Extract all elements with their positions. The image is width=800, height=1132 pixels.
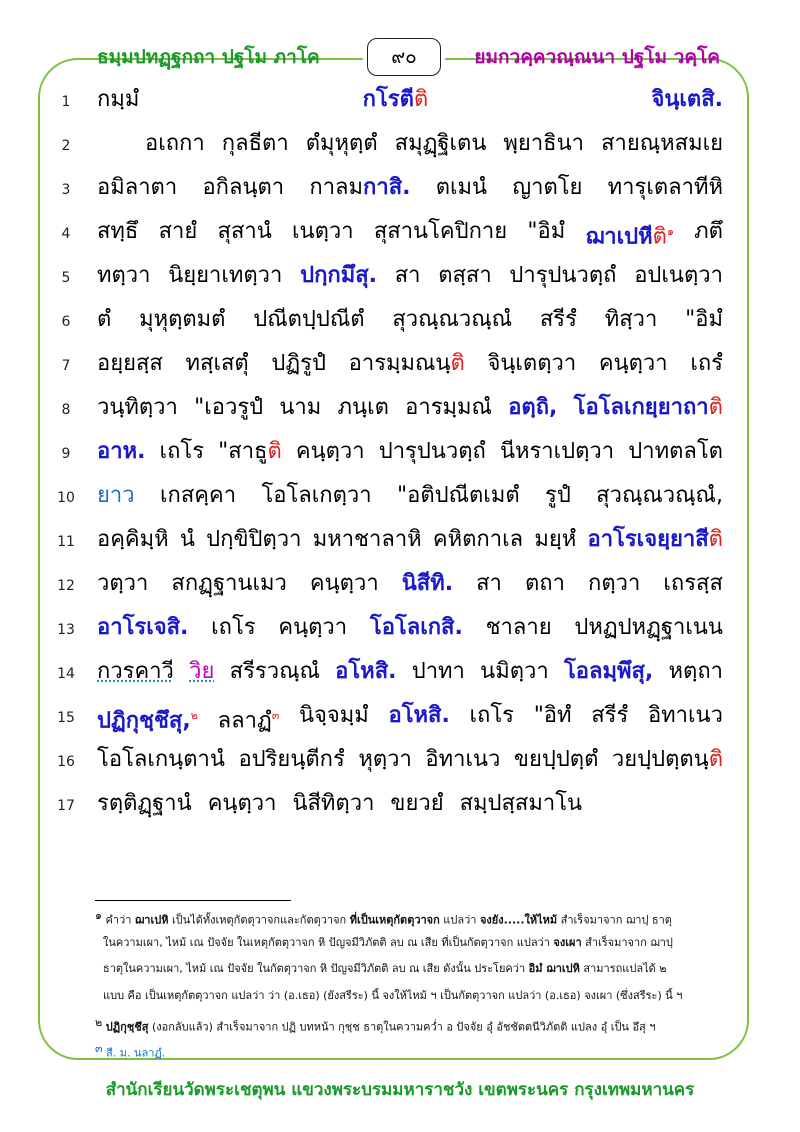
word: ตํ [97,307,112,332]
word: กวรคาวี [97,659,174,684]
line-text [97,476,723,516]
word: สรีรํ [539,307,577,332]
text-line [0,212,800,256]
text-line [0,256,800,300]
line-text [97,652,723,692]
word: นํ [179,527,195,552]
word: หตฺถา [668,659,723,684]
word: สรีรวณฺณํ [229,659,320,684]
line-text [97,212,723,257]
word: นิสีทิ. [401,571,454,596]
line-text [97,520,723,560]
text-line [0,432,800,476]
word: ยาว [97,483,135,508]
word: อโหสิ. [388,703,450,728]
word: ปาทตลโต [628,439,723,464]
word: อาห. [97,439,146,464]
text-line [0,388,800,432]
word: อิทาเนว [425,747,501,772]
word: วยปฺปตฺตนฺติ [611,747,723,772]
word: อมิลาตา [97,175,178,200]
word: ปาทา [411,659,465,684]
word: ตเมนํ [435,175,488,200]
word: สทฺธึ [97,219,139,244]
word: กโรตีติ [362,87,429,112]
line-text [97,80,723,120]
line-text [97,256,723,296]
footnote-line: ในความเผา, ไหม้ เณ ปัจจัย ในเหตุกัตตุวาจก หิ ปัญจมีวิภัตติ ลบ ณ เสีย ที่เป็นกัตตุวาจก แปลว่า จงเผา สำเร็จมาจาก ฌาปฺ [103,936,673,949]
word: "อิมํ [685,307,723,332]
word: รูปํ [545,483,571,508]
word: กตฺวา [588,571,641,596]
text-line [0,564,800,608]
word: ปกฺกมึสุ. [300,263,378,288]
text-line [0,476,800,520]
word: นีหราเปตฺวา [499,439,615,464]
word: นาม [279,395,322,420]
word: ภนฺเต [337,395,389,420]
word: อโหสิ. [335,659,397,684]
line-text [97,784,723,824]
word: สรีรํ [591,703,629,728]
line-text [97,168,723,208]
word: กมฺมํ [97,87,140,112]
word: "อิทํ [533,703,572,728]
line-number: 9 [61,446,71,462]
footnote-line: $^๑$ คำว่า ฌาเปหิ เป็นได้ทั้งเหตุกัตตุวาจกและกัตตุวาจก ที่เป็นเหตุกัตตุวาจก แปลว่า จงยัง.....ให้ไหม้ สำเร็จมาจาก ฌาปฺ ธาตุ [95,909,672,927]
word: ปารุปนวตฺถํ [509,263,617,288]
word: ภตึ [694,219,723,244]
word: คนฺตฺวา [207,791,277,816]
word: มหาชาลาหิ [312,527,422,552]
word: สา [476,571,502,596]
line-number: 4 [61,226,71,242]
word: โอโลเกสิ. [369,615,463,640]
word: สุวณฺณวณฺณํ [392,307,513,332]
word: ปหฏปหฏฺฐาเนน [574,615,723,640]
word: จินฺเตสิ. [651,87,723,112]
line-text [97,696,723,741]
line-number: 2 [61,138,71,154]
text-line [0,608,800,652]
line-number: 8 [61,402,71,418]
word: ทารุเตลาทีหิ [607,175,723,200]
word: อตฺถิ, [508,395,558,420]
line-text [145,124,723,164]
word: เถโร [469,703,514,728]
word: "อิมํ [527,219,566,244]
line-number: 17 [57,798,75,814]
word: ญาตโย [512,175,583,200]
word: คนฺตฺวา [295,439,365,464]
word: ทตฺวา [97,263,151,288]
word: สายณฺหสมเย [601,131,723,156]
text-line [0,80,800,124]
word: เถโร [159,439,205,464]
page-footer: สำนักเรียนวัดพระเชตุพน แขวงพระบรมมหาราชวัง เขตพระนคร กรุงเทพมหานคร [105,1080,695,1100]
line-number: 6 [61,314,71,330]
word: นิสีทิตฺวา [292,791,375,816]
word: ปารุปนวตฺถํ [378,439,486,464]
word: สมฺปสฺสมาโน [459,791,583,816]
footnote-line: $^๓$ สี. ม. นลาฏํ. [95,1042,166,1060]
word: ขยปฺปตฺตํ [513,747,599,772]
line-number: 13 [57,622,75,638]
word: ชาลาย [485,615,552,640]
word: ปกฺขิปิตฺวา [206,527,302,552]
line-text [97,608,723,648]
line-text [97,344,723,384]
text-line [0,740,800,784]
running-head-right: ยมกวคฺควณฺณนา ปฐโม วคฺโค [474,46,720,68]
word: อยฺยสฺส [97,351,163,376]
word: โอโลเกนฺตานํ [97,747,225,772]
footnote-line: แบบ คือ เป็นเหตุกัตตุวาจก แปลว่า ว่า (อ.เธอ) (ยังสรีระ) นี้ จงให้ไหม้ ฯ เป็นกัตตุวาจก แปลว่า (อ.เธอ) จงเผา (ซึ่งสรีระ) นี้ ฯ [103,989,683,1002]
line-text [97,432,723,472]
line-text [97,740,723,780]
word: "อติปณีตเมตํ [397,483,520,508]
word: "เอวรูปํ [194,395,264,420]
word: มยฺหํ [534,527,577,552]
footnote-mark: ๒ [95,1016,103,1029]
word: เถรสฺส [663,571,723,596]
word: วิย [189,659,215,684]
line-number: 7 [61,358,71,374]
word: อปริยนฺตีกรํ [238,747,345,772]
text-line [0,344,800,388]
line-number: 10 [57,490,75,506]
word: เถโร [211,615,256,640]
word: คนฺตฺวา [309,571,379,596]
word: ตํมุหุตฺตํ [305,131,378,156]
word: มุหุตฺตมตํ [139,307,226,332]
word: สุสานโคปิกาย [373,219,508,244]
running-head-left: ธมฺมปทฏฺฐกถา ปฐโม ภาโค [97,46,320,68]
word: นิจฺจมฺมํ [298,703,369,728]
word: ฌาเปหีติ$^๑$ [585,224,674,250]
line-number: 3 [61,182,71,198]
line-number: 16 [57,754,75,770]
line-number: 12 [57,578,75,594]
footnote-line: $^๒$ ปฏิกุชฺชึสุ (งอกลับแล้ว) สำเร็จมาจาก ปฏิ บทหน้า กุชฺช ธาตุในความคว่ำ อ ปัจจัย อุํ อัชชัตตนีวิภัตติ แปลง อุํ เป็น อึสุ ฯ [95,1016,656,1034]
word: เกสคฺคา [160,483,237,508]
line-number: 11 [57,534,75,550]
text-line [0,168,800,212]
word: ขยวยํ [390,791,444,816]
line-number: 15 [57,710,75,726]
word: ทิสฺวา [604,307,658,332]
word: ปฏิรูปํ [271,351,326,376]
page-number: ๙๐ [367,38,441,76]
word: "สาธูติ [218,439,282,464]
word: นิยฺยาเทตฺวา [168,263,283,288]
word: โอโลเกตฺวา [261,483,372,508]
text-line [0,300,800,344]
word: ทสฺเสตุํ [185,351,249,376]
word: รตฺติฏฺฐานํ [97,791,192,816]
word: คนฺตฺวา [598,351,668,376]
word: อเถกา [145,131,205,156]
word: อกิลนฺตา [202,175,285,200]
line-text [97,564,723,604]
word: อปเนตฺวา [634,263,723,288]
word: ลลาฏํ$^๓$ [217,708,280,734]
word: ตสฺสา [438,263,492,288]
text-line [0,652,800,696]
word: โอลมฺพึสุ, [563,659,654,684]
word: อารมฺมณนฺติ [348,351,465,376]
word: คหิตกาเล [432,527,524,552]
word: สุวณฺณวณฺณํ, [596,483,723,508]
line-number: 5 [61,270,71,286]
word: สุสานํ [217,219,272,244]
text-line [0,784,800,828]
word: สมุฏฺฐิเตน [394,131,487,156]
word: อคฺคิมฺหิ [97,527,169,552]
text-line [0,520,800,564]
text-line [0,696,800,740]
word: เถรํ [690,351,723,376]
word: นมิตฺวา [480,659,549,684]
word: ปณีตปฺปณีตํ [253,307,365,332]
word: หุตฺวา [358,747,412,772]
line-text [97,300,723,340]
footnote-mark: ๑ [95,909,102,922]
line-text [97,388,723,428]
word: วตฺวา [97,571,149,596]
word: อารมฺมณํ [405,395,492,420]
word: สา [394,263,421,288]
footnote-mark: ๓ [95,1042,103,1055]
footnote-rule [95,900,291,901]
word: อาโรเจยฺยาสีติ [587,527,723,552]
line-number: 1 [61,94,71,110]
word: กุลธีตา [221,131,289,156]
word: ตถา [524,571,565,596]
text-line [0,124,800,168]
word: ปฏิกุชฺชึสุ,$^๒$ [97,708,198,734]
word: จินฺเตตฺวา [487,351,577,376]
word: โอโลเกยฺยาถาติ [573,395,723,420]
word: วนฺทิตฺวา [97,395,178,420]
word: อาโรเจสิ. [97,615,189,640]
word: สายํ [158,219,198,244]
word: คนฺตฺวา [278,615,348,640]
line-number: 14 [57,666,75,682]
word: สกฏฺฐานเมว [171,571,287,596]
footnote-line: ธาตุในความเผา, ไหม้ เณ ปัจจัย ในกัตตุวาจก หิ ปัญจมีวิภัตติ ลบ ณ เสีย ดังนั้น ประโยคว่า อิมํ ฌาเปหิ สามารถแปลได้ ๒ [103,962,667,975]
word: กาลมกาสิ. [309,175,411,200]
word: อิทาเนว [647,703,723,728]
word: เนตฺวา [292,219,354,244]
word: พฺยาธินา [503,131,584,156]
